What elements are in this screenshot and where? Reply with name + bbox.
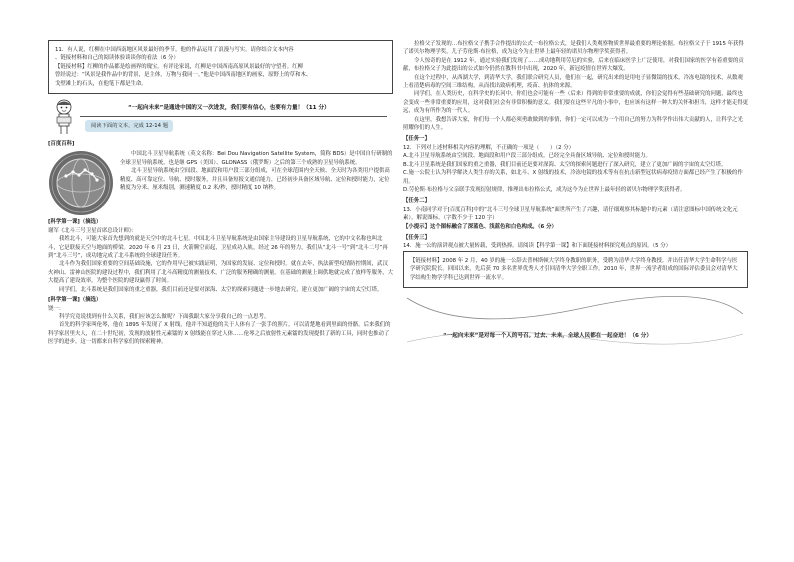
class2-speaker: 饶一： (48, 305, 65, 312)
right-top-p2: 令人惊奇的是在 1912 年，通过实验我们发现了……成功地利用劳厄的实验，后来在临床医学上广泛使用，对我们国家的医学有着重要的贡献，布拉格父子为此提出的公式如今仍然在教科书中出现，2020 年，新冠疫情在世界大爆发。 (403, 57, 744, 73)
task1-heading: 【任务一】 (403, 136, 430, 143)
q13-stem: 13．小南同学对于[百度百科]中的“北斗三号全球卫星导航系统”面世所产生了兴趣，请仔细观察其标题中的元素（请注意图标中国传统文化元素），解说图标。（字数不少于 120 字） (403, 206, 738, 222)
q13-tip: 【小提示】这个图标融合了深蓝色、浅蓝色和白色构成。（6 分） (403, 223, 557, 230)
q14-link: 【链接材料】2008 年 2 月，40 岁的施一公辞去普林斯顿大学终身教职的职务，受聘为清华大学终身教授。并出任清华大学生命科学与医学研究院院长。回国以来，先后获 70 多名世界优秀人才引回清华大学全职工作。2010 年，世界一流学者组成的国际评估委员会对清华大学结构生物学学科已达到世界一流水平。 (410, 257, 738, 281)
q12-option-d: D.劳伦斯·布拉格与父亲联手发现衍射规律，推理出布拉格公式，成为这今为止世界上最年轻的诺贝尔物理学奖获得者。 (403, 186, 686, 193)
q14-link-box (403, 251, 748, 288)
student-cartoon-icon (52, 98, 76, 136)
class1-heading: [科学第一课]（摘选） (48, 219, 102, 226)
class1-p3: 同学们，北斗系统是我们国家的重之重器，我们目前还是要对深海、太空的探索问题进一步地去研究，建立更加广阔的宇宙的太空灯塔。 (59, 286, 383, 293)
class2-p2: 首先的科学家叫伦琴，他在 1895 年发现了 X 射线，他并不知道他的关于人体有了一张手的照片，可以清楚地看到里面的骨骼。后来我们的科学家居里夫人，在二十世纪初，发现的放射性元素镭的 X 射线能在穿过人体……伦琴之后放射性元素镭的发现提供了新的工具，同时也推动了医学的进步。这一切都来自科学家们的探索精神。 (48, 322, 391, 346)
question-11-box (48, 40, 393, 94)
q11-quote: 曾经说过：“风景是我作品中的背景，是主体，万物与我同一。”他是中国西南地区的画家，原野上的草和木、 (55, 72, 312, 79)
q12-option-b: B.北斗卫星系统是我们国家的重之重器，我们目前还是要对深海、太空的探索问题进行了深入研究，建立了更加广阔的宇宙的太空灯塔。 (403, 161, 727, 168)
encyclopedia-p2: 北斗卫星导航系统由空间段、地面段和用户段三部分组成，可在全球范围内全天候、全天时为各类用户提供高精度、高可靠定位、导航、授时服务，并且具备短报文通信能力，已经初步具备区域导航、定位和授时能力，定位精度为分米、厘米级别，测速精度 0.2 米/秒，授时精度 10 纳秒。 (120, 168, 390, 192)
q12-option-a: A.北斗卫星导航系统由空间段、地面段和用户段三部分组成，已经完全具备区域导航、定位和授时能力。 (403, 153, 651, 160)
banner-divider (80, 116, 387, 117)
right-top-p3: 在这个过程中，从西湖大学，到清华大学，我们联合研究人员，他们在一起，研究出来的是用电子显微镜的技术，冷冻电镜的技术，从数观上看清楚病毒的空间三维结构，从而找出致病机理，疫苗、抗体的来源。 (403, 74, 743, 90)
footer-banner-title: “一起向未来”是对每一个人的号召。过去、未来，全球人民都在一起奋进！（6 分） (443, 332, 652, 339)
task2-heading: 【任务二】 (403, 198, 430, 205)
right-top-p4: 同学们，在人类历史，在科学史的长河中，你们也会可能有一些（后来）得到的非常重要的成就，你们会觉得有些基础研究的问题，最终也会变成一些非常重要的应用，这对我们社会有非常积极的意义。我们要在这些平凡的小事中，也应该有这样一种大的关怀和担当，这样才能走得更远，成为有所作为的一代人。 (403, 91, 749, 115)
encyclopedia-p1: 中国北斗卫星导航系统（英文名称：Bei Dou Navigation Satellite System，简称 BDS）是中国自行研制的全球卫星导航系统，也是继 GPS（美国）、GLONASS（俄罗斯）之后的第三个成熟的卫星导航系统。 (120, 151, 393, 166)
class1-p1: 我姓北斗，可能大家首先想到的就是天空中的北斗七星。中国北斗卫星导航系统是由国家主导建设的卫星导航系统，它的中文名称也叫北斗，它是联接天空与地面的桥梁。2020 年 6 月 23 日，火箭腾空而起，卫星成功入轨，经过 26 年的努力，我们从“北斗一号”到“北斗二号”再到“北斗三号”，成功地完成了北斗系统的全球建设任务。 (48, 236, 388, 260)
class1-speaker: 谢军《北斗三号卫星首席总设计师》： (48, 227, 137, 234)
class2-p1: 科学究竟说找到有什么关系，我们应该怎么做呢？下面我跟大家分享我自己的一点思考。 (59, 313, 270, 320)
class1-p2: 北斗作为我们国家重要的空间基础设施，它的作用早已被实践证明，为国家的发展、定位和授时。就在去年，执法新型疫情防控期间，武汉火神山、雷神山医院的建设过程中，我们利用了北斗高精度的测量技术，广泛的服务精确的测量。在基础的测量上调供地就完成了放样等服务，大大提高了建设效率，为整个医院的建设赢得了时间。 (48, 261, 394, 285)
q14-stem: 14．施一公的演讲观点被大量转载，受到热捧。请阅读【科学第一课】和下面链接材料探究观点的原因。（5 分） (403, 243, 672, 250)
footer-banner (403, 294, 748, 346)
q11-line2: 、链接材料和自己的阅读体验谈谈你的看法（6 分） (55, 55, 179, 62)
right-top-p5: 在这里，我想告诉大家，你们每一个人都必须勇敢做到的事情，你们一定可以成为一个用自己的努力为科学作出伟大贡献的人，让科学之光照耀你们的人生。 (403, 116, 743, 132)
left-column (48, 40, 393, 347)
encyclopedia-block (48, 150, 393, 216)
right-top-p1: 拉格父子发现的…布拉格父子携手合作提出的公式一布拉格公式，是我们人类观察物质世界最重要的理论依据。布拉格父子于 1915 年获得了诺贝尔物理学奖，儿子劳伦斯·布拉格，成为这今为止世界上最年轻的诺贝尔物理学奖获得者。 (403, 41, 744, 56)
right-column (403, 40, 748, 346)
task3-heading: 【任务三】 (403, 234, 430, 241)
encyclopedia-text (120, 150, 393, 216)
encyclopedia-heading: [百度百科] (48, 141, 75, 148)
beidou-logo-icon (48, 150, 114, 216)
banner-title: “一起向未来”是通进中国的又一次进发，我们要有信心，也要有力量！（11 分） (128, 105, 330, 112)
q12-option-c: C.施一公院士认为科学解决人类生存的关系，如北斗、X 射线的技术，冷冻电镜的技术等有在抗击新型冠状病毒疫情方面都已经产生了积极的作用。 (403, 170, 743, 185)
q11-tail: 戈壁滩上的石头，在他笔下都是生命。 (55, 80, 147, 87)
q12-stem: 12．下列对上述材料相关内容的理解，不正确的一项是（ ）（2 分） (403, 144, 575, 151)
q11-link: 【链接材料】红柳的作品都是绘画界的瑰宝。有评论家说，红柳是中国西南高原风景最好的守望者。红柳 (55, 63, 303, 70)
class2-heading: [科学第一课]（摘选） (48, 297, 102, 304)
task-instruction-tab: 阅读下面的文本，完成 12-14 题 (85, 120, 173, 132)
section-banner (48, 98, 393, 138)
q11-line1: 11．有人说，红柳在中国西南地区风景最好的季节，他的作品运用了浪漫与写实。请你结合文本内容 (55, 47, 294, 53)
